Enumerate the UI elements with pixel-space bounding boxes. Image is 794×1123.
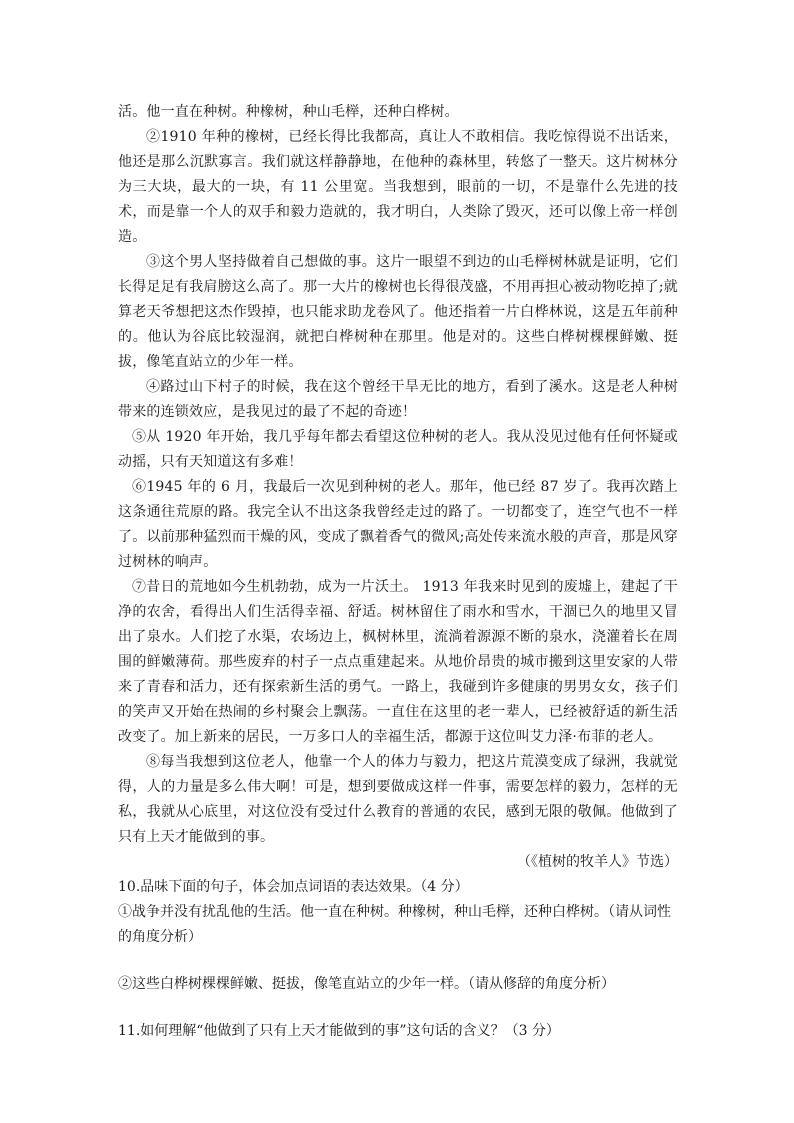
answer-space <box>118 997 678 1019</box>
paragraph-5: ⑤从 1920 年开始，我几乎每年都去看望这位种树的老人。我从没见过他有任何怀疑或动摇，只有天知道这有多难！ <box>118 429 678 470</box>
question-10-item-2: ②这些白桦树棵棵鲜嫩、挺拔，像笔直站立的少年一样。（请从修辞的角度分析） <box>118 976 615 992</box>
document-page <box>118 100 678 1044</box>
paragraph-7: ⑦昔日的荒地如今生机勃勃，成为一片沃土。 1913 年我来时见到的废墟上，建起了干净的农舍，看得出人们生活得幸福、舒适。树林留住了雨水和雪水，干涸已久的地里又冒出了泉水。人们挖了水渠，农场边上，枫树林里，流淌着源源不断的泉水，浇灌着长在周围的鲜嫩薄荷。那些废弃的村子一点点重建起来。从地价昂贵的城市搬到这里安家的人带来了青春和活力，还有探索新生活的勇气。一路上，我碰到许多健康的男男女女，孩子们的笑声又开始在热闹的乡村聚会上飘荡。一直住在这里的老一辈人，已经被舒适的新生活改变了。加上新来的居民，一万多口人的幸福生活，都源于这位叫艾力泽·布菲的老人。 <box>118 579 678 745</box>
paragraph-4: ④路过山下村子的时候，我在这个曾经干旱无比的地方，看到了溪水。这是老人种树带来的连锁效应，是我见过的最了不起的奇迹！ <box>118 379 678 420</box>
source-citation: （《植树的牧羊人》节选） <box>517 854 678 870</box>
question-10-item-1: ①战争并没有扰乱他的生活。他一直在种树。种橡树，种山毛榉，还种白桦树。（请从词性的角度分析） <box>118 904 671 945</box>
question-11-title: 11.如何理解“他做到了只有上天才能做到的事”这句话的含义？（3 分） <box>118 1023 560 1039</box>
question-10-title: 10.品味下面的句子，体会加点词语的表达效果。（4 分） <box>118 879 469 895</box>
paragraph-3: ③这个男人坚持做着自己想做的事。这片一眼望不到边的山毛榉树林就是证明，它们长得足足有我肩膀这么高了。那一大片的橡树也长得很茂盛，不用再担心被动物吃掉了;就算老天爷想把这杰作毁掉，也只能求助龙卷风了。他还指着一片白桦林说，这是五年前种的。他认为谷底比较湿润，就把白桦树种在那里。他是对的。这些白桦树棵棵鲜嫩、挺拔，像笔直站立的少年一样。 <box>118 254 678 370</box>
paragraph-continued: 活。他一直在种树。种橡树，种山毛榉，还种白桦树。 <box>118 104 459 120</box>
paragraph-6: ⑥1945 年的 6 月，我最后一次见到种树的老人。那年，他已经 87 岁了。我再次踏上这条通往荒原的路。我完全认不出这条我曾经走过的路了。一切都变了，连空气也不一样了。以前那种猛烈而干燥的风，变成了飘着香气的微风;高处传来流水般的声音，那是风穿过树林的响声。 <box>118 479 678 570</box>
paragraph-2: ②1910 年种的橡树，已经长得比我都高，真让人不敢相信。我吃惊得说不出话来，他还是那么沉默寡言。我们就这样静静地，在他种的森林里，转悠了一整天。这片树林分为三大块，最大的一块，有 11 公里宽。当我想到，眼前的一切，不是靠什么先进的技术，而是靠一个人的双手和毅力造就的，我才明白，人类除了毁灭，还可以像上帝一样创造。 <box>118 129 678 245</box>
paragraph-8: ⑧每当我想到这位老人，他靠一个人的体力与毅力，把这片荒漠变成了绿洲，我就觉得，人的力量是多么伟大啊！可是，想到要做成这样一件事，需要怎样的毅力，怎样的无私，我就从心底里，对这位没有受过什么教育的普通的农民，感到无限的敬佩。他做到了只有上天才能做到的事。 <box>118 754 678 845</box>
answer-space <box>118 950 678 972</box>
